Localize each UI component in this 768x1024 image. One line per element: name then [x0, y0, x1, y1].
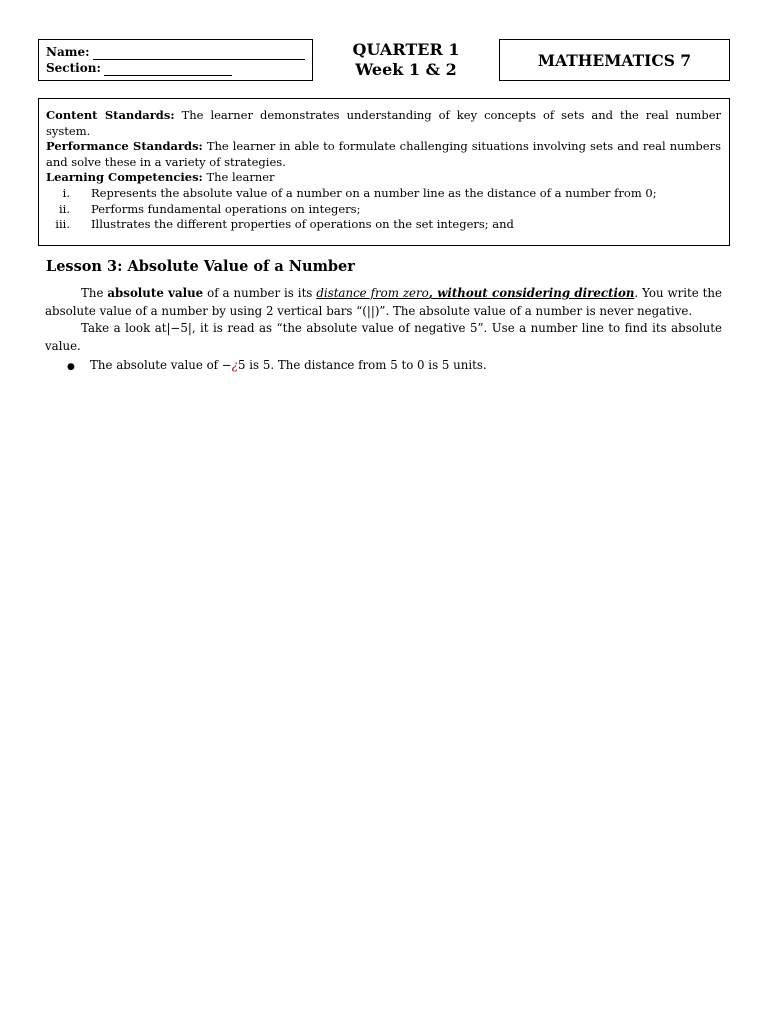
competency-number: ii.	[58, 201, 70, 216]
week-label: Week 1 & 2	[355, 60, 457, 79]
emphasis-bold-text: , without considering direction	[428, 286, 635, 300]
broken-glyph: ¿	[231, 357, 239, 372]
text-run: ”. The absolute value of a number is never negative.	[379, 303, 693, 318]
text-run: of a number is its	[203, 286, 317, 300]
competency-text: Illustrates the different properties of operations on the set integers; and	[91, 217, 514, 232]
section-line	[46, 60, 305, 76]
text-run: Take a look at	[81, 321, 167, 336]
name-blank[interactable]	[93, 48, 305, 60]
name-line	[46, 44, 305, 60]
lesson-title: Lesson 3: Absolute Value of a Number	[46, 258, 355, 275]
section-blank[interactable]	[104, 64, 232, 76]
competency-text: Performs fundamental operations on integers;	[91, 201, 361, 216]
performance-standards-label: Performance Standards:	[46, 139, 203, 154]
subject-box	[499, 39, 730, 81]
text-run: . You write the absolute value of a number by using 2 vertical bars “	[45, 286, 722, 318]
competency-number: i.	[62, 185, 70, 200]
text-run: 5 is 5. The distance from 5 to 0 is 5 units.	[238, 357, 487, 372]
name-label: Name:	[46, 45, 90, 59]
paragraph-definition	[45, 285, 722, 320]
emphasis-phrase	[316, 286, 634, 300]
text-run: , it is read as “the absolute value of negative 5”. Use a number line to find its absolute value.	[45, 321, 722, 354]
bold-term: absolute value	[107, 286, 204, 300]
learning-competencies-label: Learning Competencies:	[46, 170, 203, 185]
learning-competencies-text: The learner	[202, 170, 275, 185]
bullet-text	[90, 357, 487, 375]
section-label: Section:	[46, 61, 101, 75]
vertical-bars-symbol: (||)	[362, 303, 380, 318]
math-expression: |−5|	[166, 321, 192, 336]
minus-sign: −	[221, 357, 232, 372]
name-section-box	[38, 39, 313, 81]
text-run: The	[81, 286, 108, 300]
competency-item	[46, 217, 721, 233]
content-standards-text: The learner demonstrates understanding of key concepts of sets and the real number system.	[46, 108, 721, 138]
performance-standards-text: The learner in able to formulate challenging situations involving sets and real numbers and solve these in a variety of strategies.	[46, 139, 721, 169]
text-run: The absolute value of	[90, 357, 222, 372]
quarter-heading	[332, 40, 480, 80]
performance-standards	[46, 139, 721, 170]
competency-text: Represents the absolute value of a number on a number line as the distance of a number from 0;	[91, 185, 657, 200]
competency-item	[46, 202, 721, 218]
paragraph-example	[45, 320, 722, 355]
competency-item	[46, 186, 721, 202]
lesson-body	[45, 285, 722, 377]
standards-box	[38, 98, 730, 246]
content-standards	[46, 108, 721, 139]
quarter-label: QUARTER 1	[352, 40, 460, 59]
subject-title: MATHEMATICS 7	[537, 50, 692, 70]
competency-number: iii.	[55, 217, 70, 232]
content-standards-label: Content Standards:	[46, 108, 175, 122]
bullet-item	[45, 357, 722, 377]
learning-competencies	[46, 170, 721, 186]
emphasis-text: distance from zero	[316, 286, 429, 300]
bullet-icon: ●	[67, 361, 75, 372]
